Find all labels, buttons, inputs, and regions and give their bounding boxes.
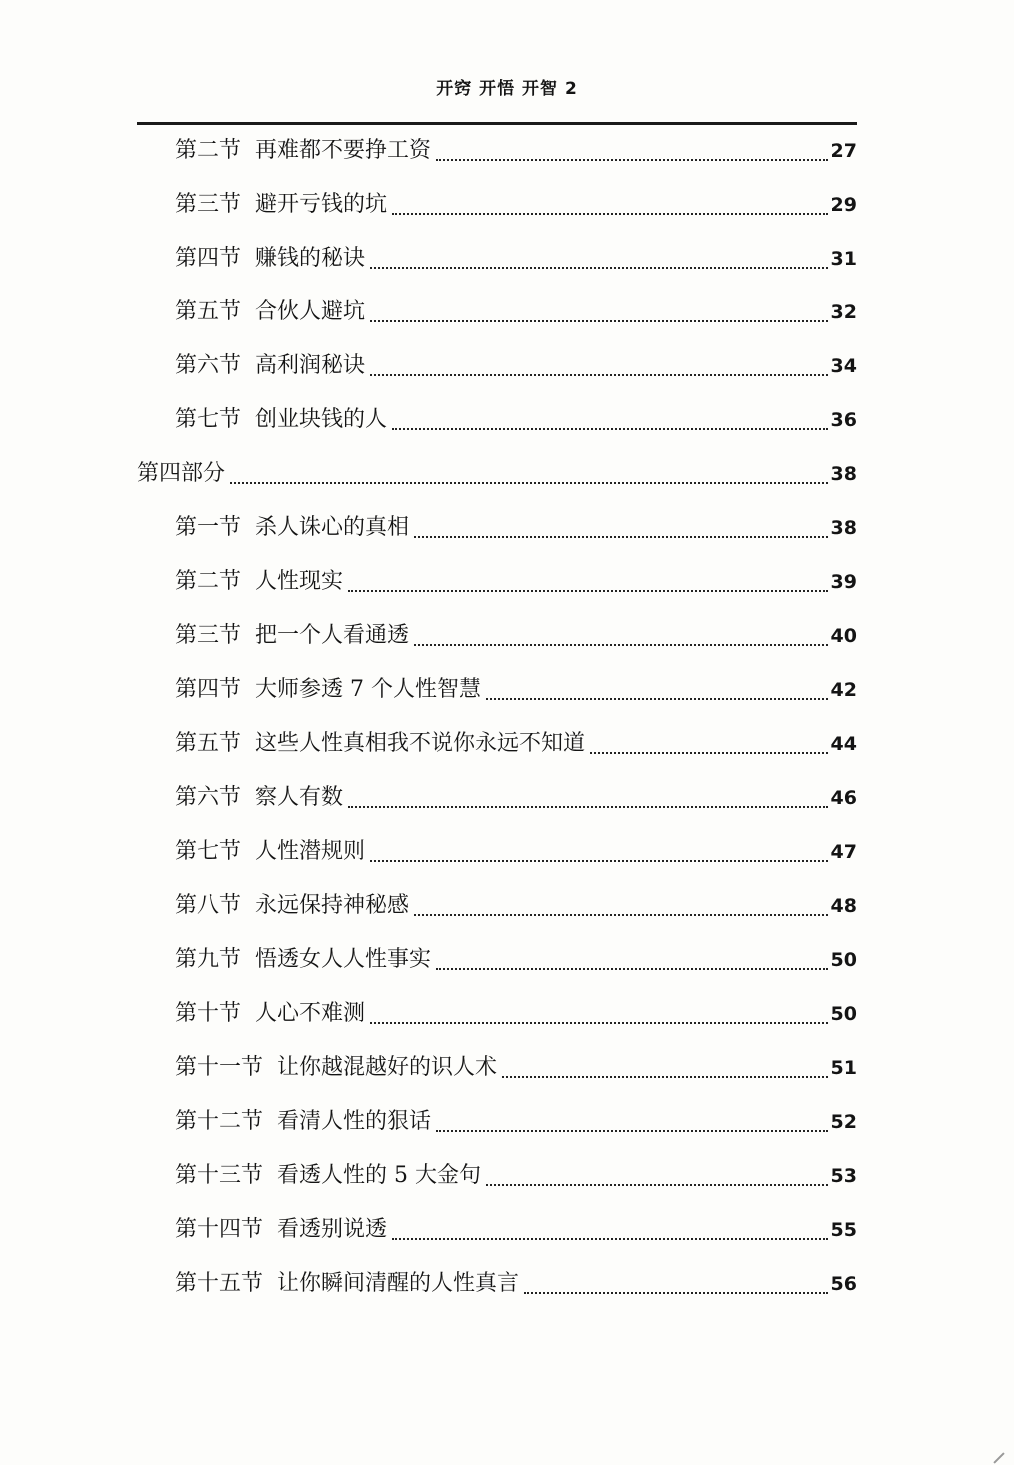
- toc-dot-leader: [370, 860, 828, 862]
- toc-entry-label: 第十一节: [175, 1055, 264, 1080]
- scan-artifact: [993, 1452, 1004, 1463]
- toc-entry[interactable]: [175, 185, 857, 225]
- toc-entry[interactable]: [175, 1156, 857, 1196]
- toc-entry-title: 把一个人看通透: [255, 623, 410, 648]
- toc-entry-label: 第四节: [175, 677, 242, 702]
- toc-entry-label: 第二节: [175, 569, 242, 594]
- header-rule: [137, 122, 857, 125]
- toc-entry-title: 看透人性的 5 大金句: [277, 1163, 481, 1188]
- toc-entry[interactable]: [175, 562, 857, 602]
- toc-entry-title: 让你瞬间清醒的人性真言: [277, 1271, 520, 1296]
- toc-dot-leader: [486, 698, 828, 700]
- toc-dot-leader: [370, 267, 828, 269]
- toc-entry-page: 47: [830, 841, 857, 863]
- toc-entry[interactable]: [175, 400, 857, 440]
- toc-entry-label: 第十四节: [175, 1217, 264, 1242]
- toc-entry-title: 赚钱的秘诀: [255, 246, 366, 271]
- toc-entry-label: 第十节: [175, 1001, 242, 1026]
- toc-dot-leader: [524, 1292, 828, 1294]
- toc-dot-leader: [414, 536, 828, 538]
- toc-entry-label: 第五节: [175, 731, 242, 756]
- toc-entry-title: 避开亏钱的坑: [255, 192, 388, 217]
- toc-dot-leader: [436, 968, 828, 970]
- toc-entry-page: 36: [830, 409, 857, 431]
- toc-entry[interactable]: [175, 1048, 857, 1088]
- toc-entry-page: 29: [830, 194, 857, 216]
- toc-entry-title: 高利润秘诀: [255, 353, 366, 378]
- toc-entry-page: 31: [830, 248, 857, 270]
- toc-entry[interactable]: [175, 616, 857, 656]
- toc-entry-title: 人心不难测: [255, 1001, 366, 1026]
- toc-entry-page: 51: [830, 1057, 857, 1079]
- toc-entry-title: 人性现实: [255, 569, 344, 594]
- toc-entry-page: 27: [830, 140, 857, 162]
- toc-entry-label: 第十五节: [175, 1271, 264, 1296]
- toc-entry[interactable]: [175, 940, 857, 980]
- toc-entry-page: 44: [830, 733, 857, 755]
- toc-entry-page: 32: [830, 301, 857, 323]
- toc-part-entry[interactable]: [137, 454, 857, 494]
- toc-entry-title: 合伙人避坑: [255, 299, 366, 324]
- toc-entry-page: 56: [830, 1273, 857, 1295]
- toc-entry-label: 第七节: [175, 407, 242, 432]
- toc-dot-leader: [436, 159, 828, 161]
- toc-entry-label: 第五节: [175, 299, 242, 324]
- toc-entry[interactable]: [175, 346, 857, 386]
- toc-entry-label: 第三节: [175, 623, 242, 648]
- toc-entry-label: 第一节: [175, 515, 242, 540]
- toc-entry-page: 55: [830, 1219, 857, 1241]
- toc-entry-page: 53: [830, 1165, 857, 1187]
- toc-entry-page: 46: [830, 787, 857, 809]
- toc-entry-page: 38: [830, 517, 857, 539]
- toc-entry-title: 悟透女人人性事实: [255, 947, 432, 972]
- toc-entry-page: 52: [830, 1111, 857, 1133]
- toc-entry[interactable]: [175, 886, 857, 926]
- toc-dot-leader: [590, 752, 828, 754]
- toc-entry-page: 48: [830, 895, 857, 917]
- toc-entry-title: 察人有数: [255, 785, 344, 810]
- toc-entry-title: 大师参透 7 个人性智慧: [255, 677, 481, 702]
- toc-entry[interactable]: [175, 292, 857, 332]
- toc-entry-page: 50: [830, 1003, 857, 1025]
- toc-entry-page: 50: [830, 949, 857, 971]
- toc-entry-page: 38: [830, 463, 857, 485]
- toc-entry-title: 看清人性的狠话: [277, 1109, 432, 1134]
- toc-entry-label: 第九节: [175, 947, 242, 972]
- toc-entry-label: 第八节: [175, 893, 242, 918]
- toc-dot-leader: [486, 1184, 828, 1186]
- toc-entry-title: 杀人诛心的真相: [255, 515, 410, 540]
- toc-dot-leader: [392, 213, 828, 215]
- toc-entry-title: 永远保持神秘感: [255, 893, 410, 918]
- toc-entry-label: 第十三节: [175, 1163, 264, 1188]
- toc-dot-leader: [414, 914, 828, 916]
- toc-entry[interactable]: [175, 994, 857, 1034]
- toc-entry-title: 让你越混越好的识人术: [277, 1055, 498, 1080]
- toc-entry[interactable]: [175, 239, 857, 279]
- toc-dot-leader: [370, 1022, 828, 1024]
- toc-entry-title: 再难都不要挣工资: [255, 138, 432, 163]
- toc-dot-leader: [348, 806, 828, 808]
- toc-dot-leader: [392, 428, 828, 430]
- toc-entry-label: 第六节: [175, 785, 242, 810]
- toc-entry-title: 创业块钱的人: [255, 407, 388, 432]
- toc-entry[interactable]: [175, 832, 857, 872]
- toc-dot-leader: [370, 374, 828, 376]
- toc-entry-page: 42: [830, 679, 857, 701]
- toc-entry-title: 人性潜规则: [255, 839, 366, 864]
- toc-dot-leader: [436, 1130, 828, 1132]
- toc-entry[interactable]: [175, 131, 857, 171]
- toc-entry-page: 39: [830, 571, 857, 593]
- toc-dot-leader: [230, 482, 828, 484]
- toc-entry-page: 40: [830, 625, 857, 647]
- toc-entry[interactable]: [175, 508, 857, 548]
- toc-entry[interactable]: [175, 670, 857, 710]
- toc-entry-label: 第二节: [175, 138, 242, 163]
- toc-entry-label: 第七节: [175, 839, 242, 864]
- toc-entry[interactable]: [175, 724, 857, 764]
- toc-entry-label: 第四节: [175, 246, 242, 271]
- page-header-title: 开窍 开悟 开智 2: [436, 79, 578, 99]
- toc-dot-leader: [348, 590, 828, 592]
- toc-entry-title: 看透别说透: [277, 1217, 388, 1242]
- toc-entry[interactable]: [175, 778, 857, 818]
- toc-entry[interactable]: [175, 1210, 857, 1250]
- toc-dot-leader: [392, 1238, 828, 1240]
- toc-part-label: 第四部分: [137, 461, 226, 486]
- toc-entry-label: 第六节: [175, 353, 242, 378]
- toc-dot-leader: [502, 1076, 828, 1078]
- toc-entry[interactable]: [175, 1264, 857, 1304]
- toc-entry[interactable]: [175, 1102, 857, 1142]
- toc-entry-title: 这些人性真相我不说你永远不知道: [255, 731, 586, 756]
- toc-entry-label: 第十二节: [175, 1109, 264, 1134]
- toc-entry-label: 第三节: [175, 192, 242, 217]
- toc-dot-leader: [370, 320, 828, 322]
- toc-entry-page: 34: [830, 355, 857, 377]
- toc-dot-leader: [414, 644, 828, 646]
